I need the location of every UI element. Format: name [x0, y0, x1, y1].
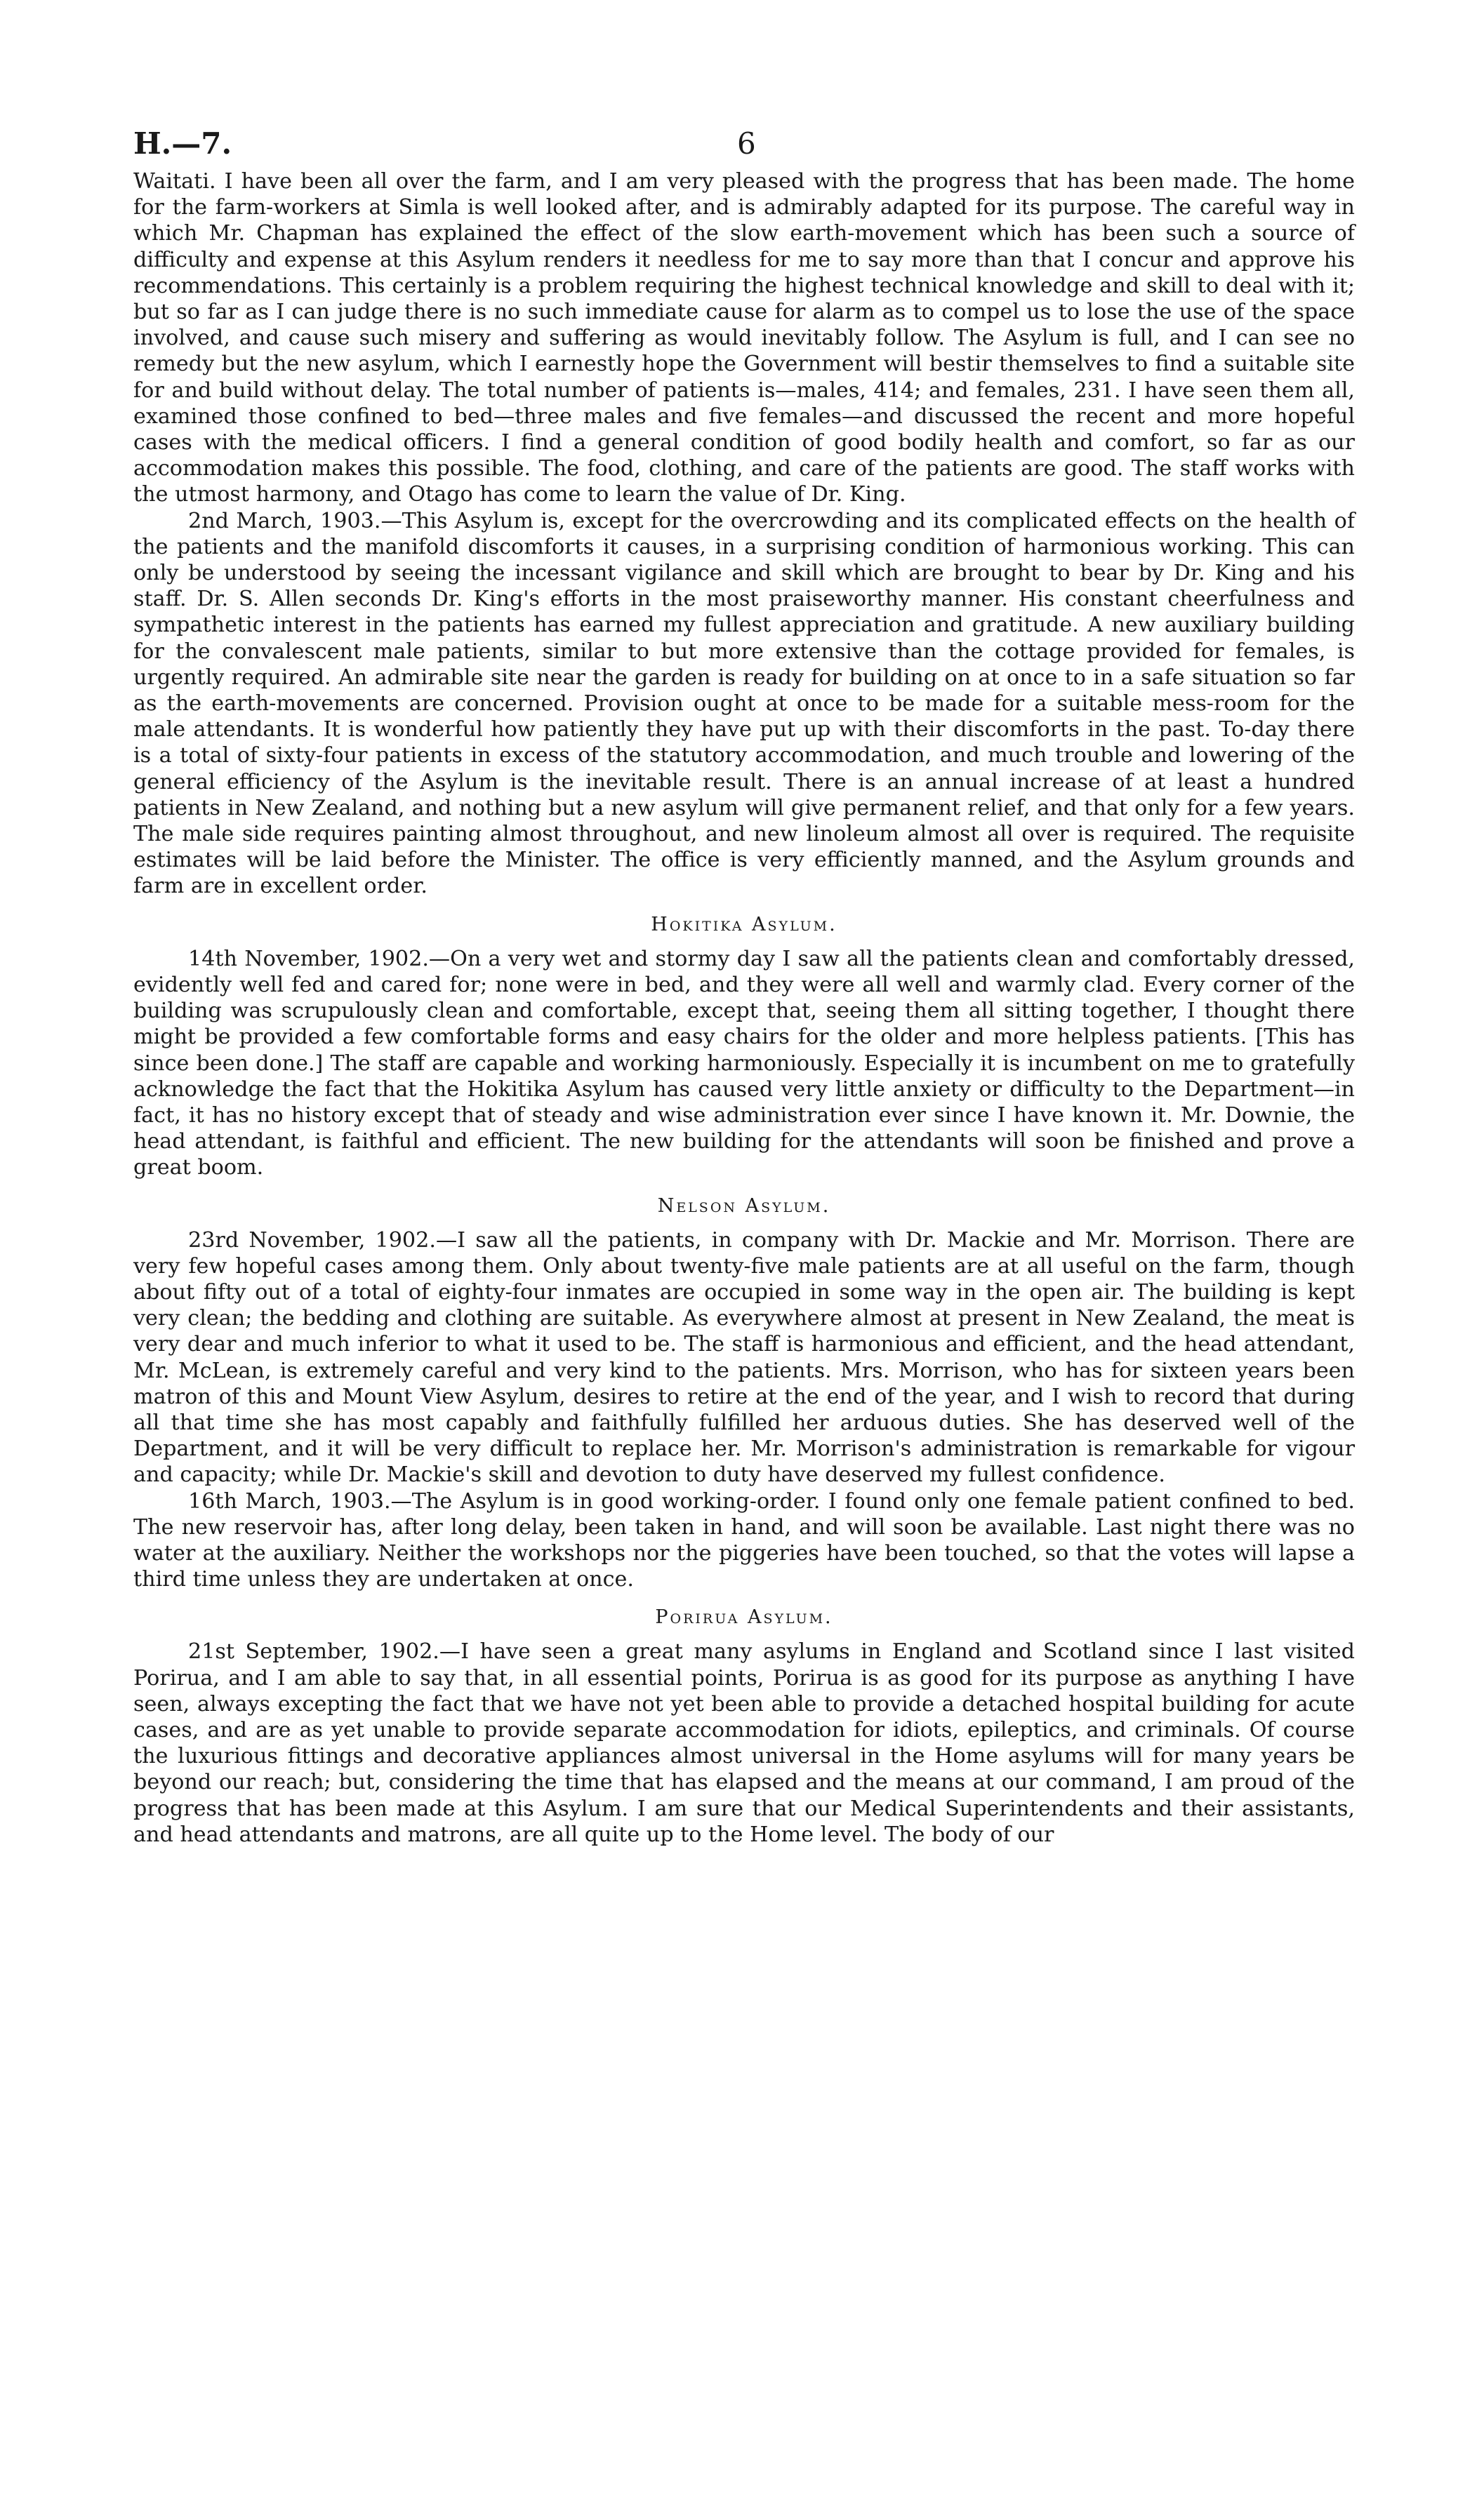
section-nelson [133, 1194, 1355, 1593]
section-heading: Porirua Asylum. [655, 1606, 833, 1629]
section-heading: Hokitika Asylum. [651, 913, 837, 935]
page-number: 6 [737, 126, 756, 161]
paragraph: 14th November, 1902.—On a very wet and stormy day I saw all the patients clean and comfortably dressed, evidently well fed and cared for; none were in bed, and they were all well and warmly clad. Every corner of the building was scrupulously clean and comfortable, except that, seeing them all sitting together, I thought there might be provided a few comfortable forms and easy chairs for the older and more helpless patients. [This has since been done.] The staff are capable and working harmoniously. Especially it is incumbent on me to gratefully acknowledge the fact that the Hokitika Asylum has caused very little anxiety or difficulty to the Department—in fact, it has no history except that of steady and wise administration ever since I have known it. Mr. Downie, the head attendant, is faithful and efficient. The new building for the attendants will soon be finished and prove a great boom. [133, 946, 1355, 1180]
section-porirua [133, 1605, 1355, 1848]
section-hokitika [133, 912, 1355, 1181]
paragraph: 2nd March, 1903.—This Asylum is, except for the overcrowding and its complicated effects on the health of the patients and the manifold discomforts it causes, in a surprising condition of harmonious working. This can only be understood by seeing the incessant vigilance and skill which are brought to bear by Dr. King and his staff. Dr. S. Allen seconds Dr. King's efforts in the most praiseworthy manner. His constant cheerfulness and sympathetic interest in the patients has earned my fullest appreciation and gratitude. A new auxiliary building for the convalescent male patients, similar to but more extensive than the cottage provided for females, is urgently required. An admirable site near the garden is ready for building on at once to in a safe situation so far as the earth-movements are concerned. Provision ought at once to be made for a suitable mess-room for the male attendants. It is wonderful how patiently they have put up with their discomforts in the past. To-day there is a total of sixty-four patients in excess of the statutory accommodation, and much trouble and lowering of the general efficiency of the Asylum is the inevitable result. There is an annual increase of at least a hundred patients in New Zealand, and nothing but a new asylum will give permanent relief, and that only for a few years. The male side requires painting almost throughout, and new linoleum almost all over is required. The requisite estimates will be laid before the Minister. The office is very efficiently manned, and the Asylum grounds and farm are in excellent order. [133, 508, 1355, 899]
running-header [133, 119, 1355, 168]
document-page [133, 119, 1355, 1848]
section-seacliff [133, 168, 1355, 900]
paragraph: 23rd November, 1902.—I saw all the patients, in company with Dr. Mackie and Mr. Morrison. There are very few hopeful cases among them. Only about twenty-five male patients are at all useful on the farm, though about fifty out of a total of eighty-four inmates are occupied in some way in the open air. The building is kept very clean; the bedding and clothing are suitable. As everywhere almost at present in New Zealand, the meat is very dear and much inferior to what it used to be. The staff is harmonious and efficient, and the head attendant, Mr. McLean, is extremely careful and very kind to the patients. Mrs. Morrison, who has for sixteen years been matron of this and Mount View Asylum, desires to retire at the end of the year, and I wish to record that during all that time she has most capably and faithfully fulfilled her arduous duties. She has deserved well of the Department, and it will be very difficult to replace her. Mr. Morrison's administration is remarkable for vigour and capacity; while Dr. Mackie's skill and devotion to duty have deserved my fullest confidence. [133, 1227, 1355, 1488]
paragraph: 16th March, 1903.—The Asylum is in good working-order. I found only one female patient confined to bed. The new reservoir has, after long delay, been taken in hand, and will soon be available. Last night there was no water at the auxiliary. Neither the workshops nor the piggeries have been touched, so that the votes will lapse a third time unless they are undertaken at once. [133, 1488, 1355, 1592]
paragraph: 21st September, 1902.—I have seen a great many asylums in England and Scotland since I last visited Porirua, and I am able to say that, in all essential points, Porirua is as good for its purpose as anything I have seen, always excepting the fact that we have not yet been able to provide a detached hospital building for acute cases, and are as yet unable to provide separate accommodation for idiots, epileptics, and criminals. Of course the luxurious fittings and decorative appliances almost universal in the Home asylums will for many years be beyond our reach; but, considering the time that has elapsed and the means at our command, I am proud of the progress that has been made at this Asylum. I am sure that our Medical Superintendents and their assistants, and head attendants and matrons, are all quite up to the Home level. The body of our [133, 1639, 1355, 1847]
section-heading: Nelson Asylum. [657, 1194, 831, 1217]
document-code: H.—7. [133, 126, 232, 161]
paragraph: Waitati. I have been all over the farm, and I am very pleased with the progress that has been made. The home for the farm-workers at Simla is well looked after, and is admirably adapted for its purpose. The careful way in which Mr. Chapman has explained the effect of the slow earth-movement which has been such a source of difficulty and expense at this Asylum renders it needless for me to say more than that I concur and approve his recommendations. This certainly is a problem requiring the highest technical knowledge and skill to deal with it; but so far as I can judge there is no such immediate cause for alarm as to compel us to lose the use of the space involved, and cause such misery and suffering as would inevitably follow. The Asylum is full, and I can see no remedy but the new asylum, which I earnestly hope the Government will bestir themselves to find a suitable site for and build without delay. The total number of patients is—males, 414; and females, 231. I have seen them all, examined those confined to bed—three males and five females—and discussed the recent and more hopeful cases with the medical officers. I find a general condition of good bodily health and comfort, so far as our accommodation makes this possible. The food, clothing, and care of the patients are good. The staff works with the utmost harmony, and Otago has come to learn the value of Dr. King. [133, 169, 1355, 507]
